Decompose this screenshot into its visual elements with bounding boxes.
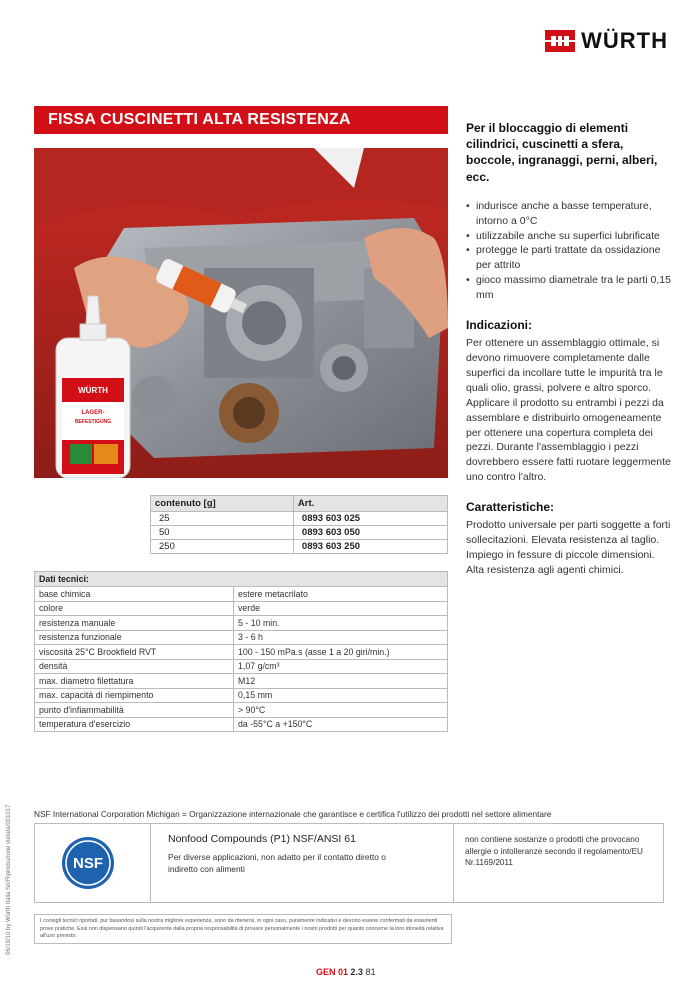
- table-row: [151, 526, 448, 540]
- nsf-box: [34, 823, 664, 903]
- side-copyright: 06/19/10 by Würth Italia Srl/Riproduzione vietata/001017: [6, 804, 12, 955]
- tech-data-table: [34, 571, 448, 732]
- contents-header-row: [151, 496, 448, 512]
- title-banner: [34, 106, 448, 134]
- wurth-logo-icon: [545, 28, 575, 54]
- brand-name: WÜRTH: [581, 28, 668, 53]
- table-row: [35, 717, 448, 732]
- disclaimer: I consigli tecnici riportati, pur basandosi sulla nostra migliore esperienza, sono da ritenersi, in ogni caso, puramente indicativi e devono essere confermati da esaurienti prove pratiche. Essi non dispensano quindi l'acquirente dalla propria responsabilità di provare personalmente i nostri prodotti per quanto concerne la loro idoneità relativa all'uso previsto.: [34, 914, 452, 944]
- nsf-intro: NSF International Corporation Michigan = Organizzazione internazionale che garantisce e certifica l'utilizzo dei prodotti nel settore alimentare: [34, 809, 552, 819]
- feature-item: • protegge le parti trattate da ossidazione per attrito: [466, 243, 671, 273]
- nsf-logo-icon: [61, 836, 115, 890]
- feature-item: • indurisce anche a basse temperature, intorno a 0°C: [466, 199, 671, 229]
- tech-label: base chimica: [35, 587, 234, 602]
- tech-value: 5 - 10 min.: [234, 616, 448, 631]
- tech-label: temperatura d'esercizio: [35, 717, 234, 732]
- tech-value: 1,07 g/cm³: [234, 659, 448, 674]
- page-title: FISSA CUSCINETTI ALTA RESISTENZA: [48, 111, 351, 128]
- bottle-label-line1: LAGER-: [81, 410, 105, 416]
- table-row: [35, 703, 448, 718]
- tech-label: max. diametro filettatura: [35, 674, 234, 689]
- table-row: [35, 674, 448, 689]
- art-cell: 0893 603 025: [293, 512, 447, 526]
- nsf-details: [152, 824, 454, 902]
- intro-text: Per il bloccaggio di elementi cilindrici, cuscinetti a sfera, boccole, ingranaggi, perni, alberi, ecc.: [466, 121, 658, 184]
- table-row: [35, 659, 448, 674]
- art-cell: 0893 603 050: [293, 526, 447, 540]
- tech-value: 3 - 6 h: [234, 630, 448, 645]
- nsf-logo-cell: [35, 824, 151, 902]
- table-row: [35, 645, 448, 660]
- product-photo: [34, 148, 448, 478]
- tech-data-heading: Dati tecnici:: [35, 572, 448, 587]
- qty-cell: 50: [151, 526, 294, 540]
- tech-value: da -55°C a +150°C: [234, 717, 448, 732]
- tech-value: > 90°C: [234, 703, 448, 718]
- table-row: [35, 601, 448, 616]
- table-row: [35, 587, 448, 602]
- contents-header-art: Art.: [293, 496, 447, 512]
- qty-cell: 250: [151, 540, 294, 554]
- feature-list: [466, 199, 671, 303]
- caratteristiche-heading: Caratteristiche:: [466, 500, 555, 515]
- tech-label: densità: [35, 659, 234, 674]
- table-row: [35, 630, 448, 645]
- page-index: 81: [365, 967, 376, 977]
- bottle-label-line2: BEFESTIGUNG: [74, 419, 112, 425]
- art-cell: 0893 603 250: [293, 540, 447, 554]
- tech-value: M12: [234, 674, 448, 689]
- tech-label: max. capacità di riempimento: [35, 688, 234, 703]
- contents-table: [150, 495, 448, 554]
- tech-label: punto d'infiammabilità: [35, 703, 234, 718]
- nsf-logo-text: NSF: [73, 855, 103, 872]
- nsf-description: Per diverse applicazioni, non adatto per il contatto diretto o indiretto con alimenti: [168, 852, 386, 875]
- feature-item: • gioco massimo diametrale tra le parti 0,15 mm: [466, 273, 671, 303]
- tech-label: resistenza manuale: [35, 616, 234, 631]
- table-row: [35, 616, 448, 631]
- tech-label: resistenza funzionale: [35, 630, 234, 645]
- table-row: [151, 540, 448, 554]
- page-section: GEN 01: [316, 967, 349, 977]
- qty-cell: 25: [151, 512, 294, 526]
- nsf-title: Nonfood Compounds (P1) NSF/ANSI 61: [168, 833, 356, 845]
- page-number: [316, 967, 376, 977]
- tech-value: verde: [234, 601, 448, 616]
- indicazioni-heading: Indicazioni:: [466, 318, 532, 333]
- tech-value: 100 - 150 mPa.s (asse 1 a 20 giri/min.): [234, 645, 448, 660]
- engine-illustration: [34, 148, 448, 478]
- tech-value: estere metacrilato: [234, 587, 448, 602]
- page-chapter: 2.3: [350, 967, 364, 977]
- tech-label: colore: [35, 601, 234, 616]
- wurth-logo: [545, 28, 668, 54]
- tech-value: 0,15 mm: [234, 688, 448, 703]
- nsf-allergen-note: non contiene sostanze o prodotti che provocano allergie o intolleranze secondo il regolamento/EU Nr.1169/2011: [465, 835, 643, 868]
- tech-label: viscosità 25°C Brookfield RVT: [35, 645, 234, 660]
- description-column: [466, 120, 671, 592]
- feature-item: • utilizzabile anche su superfici lubrificate: [466, 229, 671, 244]
- table-row: [35, 688, 448, 703]
- bottle-brand: WÜRTH: [78, 386, 108, 395]
- indicazioni-text: Per ottenere un assemblaggio ottimale, si devono rimuovere completamente dalle superfici da incollare tutte le impurità tra le quali olio, grassi, polvere e altro sporco. Applicare il prodotto su entrambi i pezzi da assemblare e distribuirlo omogeneamente per ottenere una copertura completa dei pezzi. Durante l'assemblaggio i pezzi dovrebbero essere fatti ruotare leggermente uno contro l'altro.: [466, 337, 671, 484]
- caratteristiche-text: Prodotto universale per parti soggette a forti sollecitazioni. Elevata resistenza al taglio. Impiego in fessure di piccole dimensioni. Alta resistenza agli agenti chimici.: [466, 519, 671, 576]
- table-row: [151, 512, 448, 526]
- contents-header-qty: contenuto [g]: [151, 496, 294, 512]
